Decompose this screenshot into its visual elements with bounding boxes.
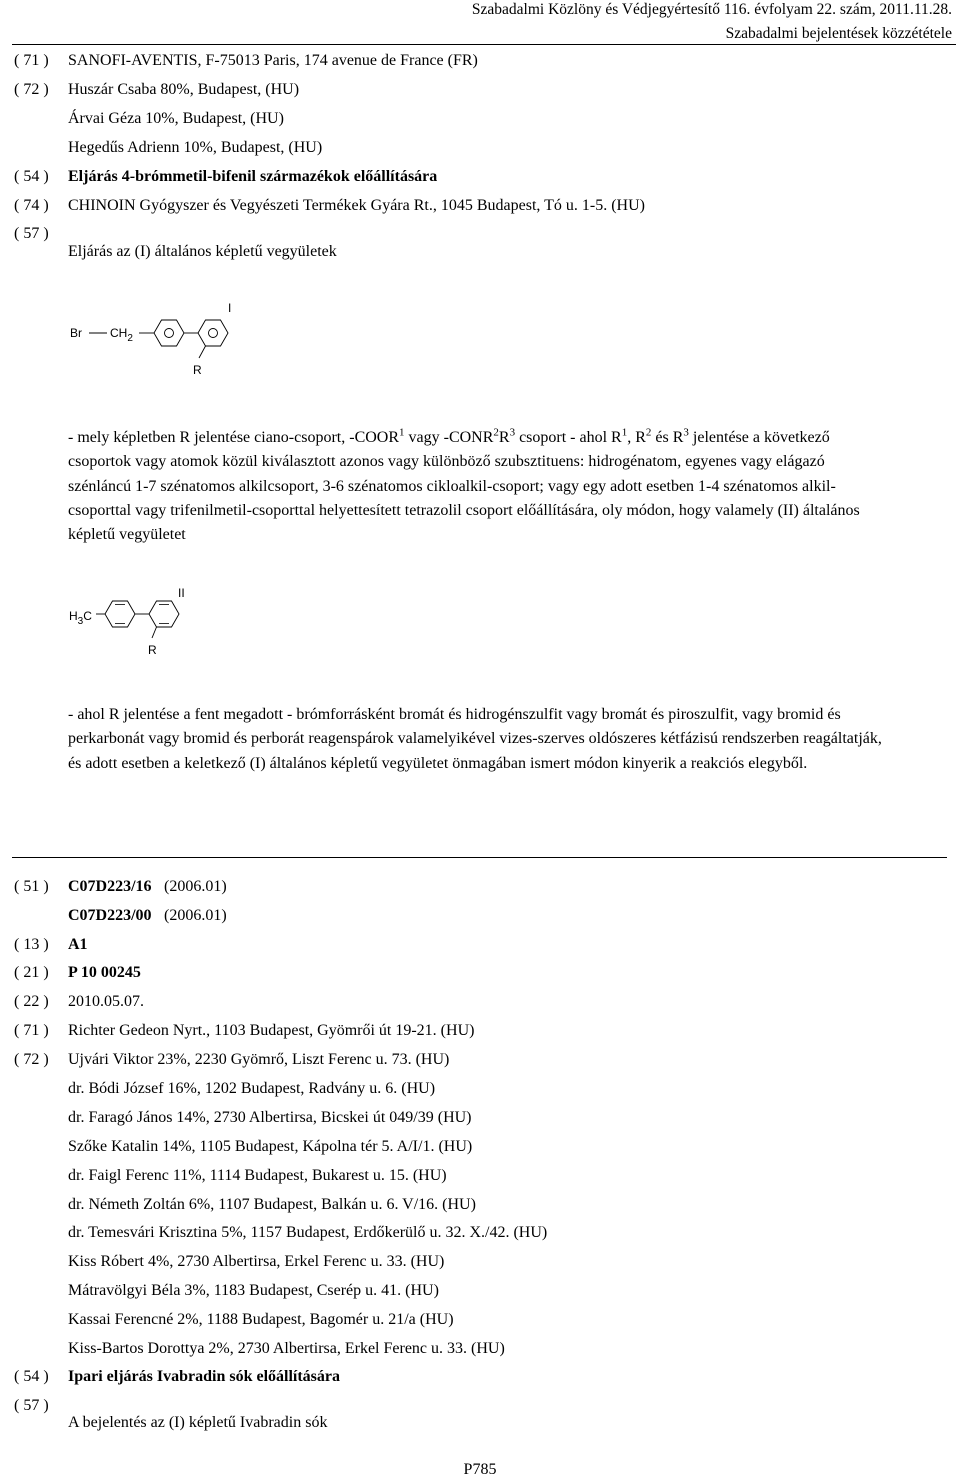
inid-code: ( 21 ): [14, 964, 49, 981]
inventor: Hegedűs Adrienn 10%, Budapest, (HU): [68, 139, 323, 156]
abstract-paragraph-2: - ahol R jelentése a fent megadott - brómforrásként bromát és hidrogénszulfit vagy bromát és piroszulfit, vagy bromid és perkarbonát vagy bromid és perborát reagenspárok valamelyikével vizes-szerves oldószeres kétfázisú rendszerben reagáltatják, és adott esetben a keletkező (I) általános képletű vegyületet önmagában ismert módon kinyerik a reakciós elegyből.: [68, 706, 882, 772]
inventor: dr. Temesvári Krisztina 5%, 1157 Budapest, Erdőkerülő u. 32. X./42. (HU): [68, 1224, 548, 1241]
bromine-label: Br: [70, 326, 82, 340]
formula-ii-structure: [60, 580, 210, 665]
inid-code: ( 57 ): [14, 1397, 49, 1414]
inid-code: ( 13 ): [14, 936, 49, 953]
r-bond: [199, 346, 206, 358]
filing-date: 2010.05.07.: [68, 993, 144, 1010]
inventor: Kiss Róbert 4%, 2730 Albertirsa, Erkel Ferenc u. 33. (HU): [68, 1253, 445, 1270]
applicant: Richter Gedeon Nyrt., 1103 Budapest, Gyömrői út 19-21. (HU): [68, 1022, 475, 1039]
ch3-label: $H_3C$: [69, 609, 92, 627]
abstract-paragraph-1: - mely képletben R jelentése ciano-csoport, -COOR$^1$ vagy $-CONR^2R^3$ csoport - ahol $R^1$, $R^2$ és $R^3$ jelentése a következő csoportok vagy atomok közül kiválasztott azonos vagy különböző szubsztituens: hidrogénatom, egyenes vagy elágazó szénláncú 1-7 szénatomos alkilcsoport, 3-6 szénatomos cikloalkil-csoport; vagy egy adott esetben 1-4 szénatomos alkil-csoporttal vagy trifenilmetil-csoporttal helyettesített tetrazolil csoport előállítására, oly módon, hogy valamely (II) általános képletű vegyületet: [68, 426, 860, 544]
ipc-version: (2006.01): [164, 907, 227, 924]
aromatic-circle-1: [165, 329, 174, 338]
r-substituent-label: R: [148, 643, 157, 657]
ipc-version: (2006.01): [164, 878, 227, 895]
aromatic-circle-2: [209, 329, 218, 338]
formula-label-i: I: [228, 301, 232, 315]
inventor: Szőke Katalin 14%, 1105 Budapest, Kápolna tér 5. A/I/1. (HU): [68, 1138, 473, 1155]
application-number: P 10 00245: [68, 964, 141, 981]
formula-label-ii: II: [178, 586, 185, 600]
inventor: dr. Bódi József 16%, 1202 Budapest, Radvány u. 6. (HU): [68, 1080, 436, 1097]
entry-separator-rule: [12, 857, 947, 858]
benzene-ring-1: [154, 320, 184, 346]
inventor: Mátravölgyi Béla 3%, 1183 Budapest, Cserép u. 41. (HU): [68, 1282, 439, 1299]
inid-code: ( 51 ): [14, 878, 49, 895]
benzene-ring-2: [149, 601, 179, 627]
applicant: SANOFI-AVENTIS, F-75013 Paris, 174 avenue de France (FR): [68, 52, 478, 69]
inventor: Árvai Géza 10%, Budapest, (HU): [68, 110, 284, 127]
benzene-ring-2: [198, 320, 228, 346]
inid-code: ( 22 ): [14, 993, 49, 1010]
inventor: Kiss-Bartos Dorottya 2%, 2730 Albertirsa, Erkel Ferenc u. 33. (HU): [68, 1340, 505, 1357]
benzene-ring-1: [105, 601, 135, 627]
inid-code: ( 54 ): [14, 1368, 49, 1385]
inid-code: ( 71 ): [14, 52, 49, 69]
ch2-label: $CH_2$: [110, 326, 133, 344]
ipc-class: C07D223/00: [68, 907, 152, 924]
r-bond: [152, 627, 157, 638]
inid-code: ( 72 ): [14, 81, 49, 98]
invention-title: Eljárás 4-brómmetil-bifenil származékok előállítására: [68, 168, 438, 185]
formula-i-structure: [60, 290, 260, 385]
invention-title: Ipari eljárás Ivabradin sók előállítására: [68, 1368, 341, 1385]
inventor: Huszár Csaba 80%, Budapest, (HU): [68, 81, 300, 98]
abstract-intro: Eljárás az (I) általános képletű vegyületek: [68, 243, 337, 260]
inid-code: ( 74 ): [14, 197, 49, 214]
r-substituent-label: R: [193, 363, 202, 377]
inventor: dr. Németh Zoltán 6%, 1107 Budapest, Balkán u. 6. V/16. (HU): [68, 1196, 476, 1213]
section-header: Szabadalmi bejelentések közzététele: [725, 25, 952, 42]
inid-code: ( 54 ): [14, 168, 49, 185]
inid-code: ( 57 ): [14, 225, 49, 242]
inid-code: ( 71 ): [14, 1022, 49, 1039]
document-kind: A1: [68, 936, 88, 953]
page-number: P785: [463, 1461, 497, 1478]
ipc-class: C07D223/16: [68, 878, 152, 895]
abstract-intro: A bejelentés az (I) képletű Ivabradin sók: [68, 1414, 328, 1431]
representative: CHINOIN Gyógyszer és Vegyészeti Termékek Gyára Rt., 1045 Budapest, Tó u. 1-5. (HU): [68, 197, 645, 214]
inid-code: ( 72 ): [14, 1051, 49, 1068]
inventor: dr. Faigl Ferenc 11%, 1114 Budapest, Bukarest u. 15. (HU): [68, 1167, 447, 1184]
inventor: dr. Faragó János 14%, 2730 Albertirsa, Bicskei út 049/39 (HU): [68, 1109, 472, 1126]
header-rule: [12, 44, 956, 45]
inventor: Ujvári Viktor 23%, 2230 Gyömrő, Liszt Ferenc u. 73. (HU): [68, 1051, 450, 1068]
inventor: Kassai Ferencné 2%, 1188 Budapest, Bagomér u. 21/a (HU): [68, 1311, 454, 1328]
journal-header: Szabadalmi Közlöny és Védjegyértesítő 116. évfolyam 22. szám, 2011.11.28.: [471, 1, 952, 18]
